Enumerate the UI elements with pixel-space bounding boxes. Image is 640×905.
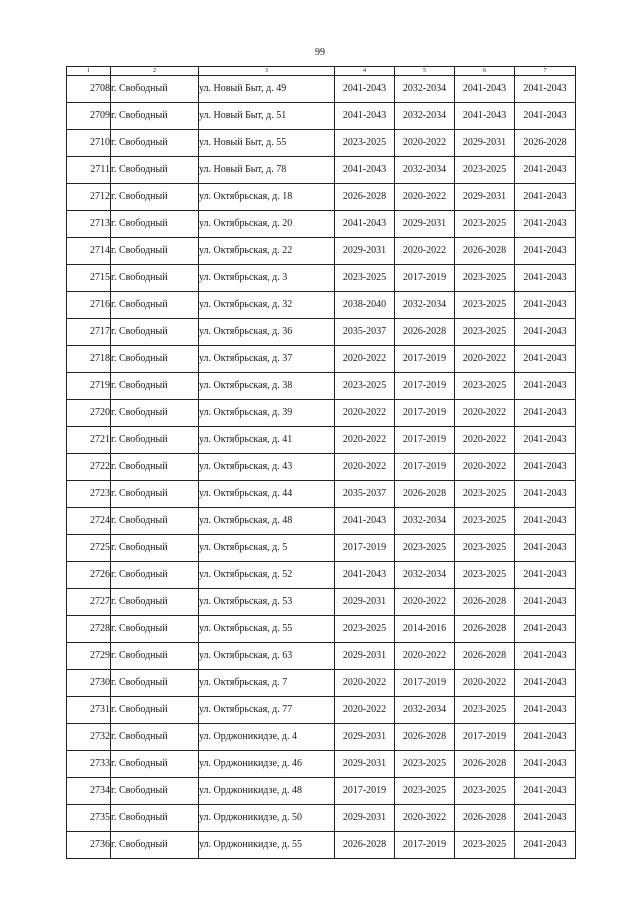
period-cell: 2017-2019 [395, 832, 455, 859]
period-cell: 2026-2028 [455, 616, 515, 643]
period-cell: 2017-2019 [395, 454, 455, 481]
period-cell: 2020-2022 [395, 184, 455, 211]
table-row [67, 562, 576, 589]
table-row [67, 76, 576, 103]
row-number-cell: 2715 [67, 265, 111, 292]
period-cell: 2017-2019 [395, 346, 455, 373]
period-cell: 2020-2022 [455, 400, 515, 427]
row-number-cell: 2733 [67, 751, 111, 778]
period-cell: 2041-2043 [515, 265, 576, 292]
period-cell: 2020-2022 [335, 346, 395, 373]
row-number-cell: 2721 [67, 427, 111, 454]
address-cell: ул. Октябрьская, д. 77 [199, 697, 335, 724]
period-cell: 2020-2022 [395, 643, 455, 670]
table-row [67, 238, 576, 265]
period-cell: 2023-2025 [455, 562, 515, 589]
city-cell: г. Свободный [111, 697, 199, 724]
table-row [67, 751, 576, 778]
period-cell: 2023-2025 [455, 832, 515, 859]
table-row [67, 697, 576, 724]
table-row [67, 130, 576, 157]
period-cell: 2029-2031 [395, 211, 455, 238]
address-cell: ул. Октябрьская, д. 32 [199, 292, 335, 319]
column-number: 3 [199, 67, 335, 76]
period-cell: 2041-2043 [515, 589, 576, 616]
row-number-cell: 2722 [67, 454, 111, 481]
period-cell: 2020-2022 [335, 400, 395, 427]
city-cell: г. Свободный [111, 265, 199, 292]
period-cell: 2023-2025 [395, 535, 455, 562]
period-cell: 2041-2043 [515, 157, 576, 184]
row-number-cell: 2708 [67, 76, 111, 103]
column-number-row [67, 67, 576, 76]
column-number: 5 [395, 67, 455, 76]
period-cell: 2041-2043 [515, 184, 576, 211]
address-cell: ул. Октябрьская, д. 7 [199, 670, 335, 697]
row-number-cell: 2719 [67, 373, 111, 400]
city-cell: г. Свободный [111, 346, 199, 373]
period-cell: 2041-2043 [335, 76, 395, 103]
city-cell: г. Свободный [111, 616, 199, 643]
period-cell: 2041-2043 [515, 562, 576, 589]
table-row [67, 373, 576, 400]
page-number: 99 [315, 47, 325, 58]
period-cell: 2041-2043 [515, 805, 576, 832]
address-cell: ул. Новый Быт, д. 51 [199, 103, 335, 130]
period-cell: 2020-2022 [335, 670, 395, 697]
column-number: 6 [455, 67, 515, 76]
period-cell: 2017-2019 [335, 535, 395, 562]
period-cell: 2023-2025 [455, 778, 515, 805]
period-cell: 2017-2019 [395, 670, 455, 697]
period-cell: 2041-2043 [515, 643, 576, 670]
row-number-cell: 2713 [67, 211, 111, 238]
city-cell: г. Свободный [111, 535, 199, 562]
table-row [67, 535, 576, 562]
table-row [67, 427, 576, 454]
period-cell: 2041-2043 [335, 211, 395, 238]
city-cell: г. Свободный [111, 184, 199, 211]
period-cell: 2026-2028 [395, 481, 455, 508]
period-cell: 2017-2019 [395, 265, 455, 292]
period-cell: 2041-2043 [515, 697, 576, 724]
city-cell: г. Свободный [111, 103, 199, 130]
table-body [67, 76, 576, 859]
column-number: 7 [515, 67, 576, 76]
period-cell: 2041-2043 [515, 427, 576, 454]
table-row [67, 508, 576, 535]
period-cell: 2023-2025 [455, 319, 515, 346]
period-cell: 2026-2028 [395, 319, 455, 346]
table-row [67, 481, 576, 508]
address-cell: ул. Октябрьская, д. 37 [199, 346, 335, 373]
period-cell: 2026-2028 [335, 184, 395, 211]
address-cell: ул. Октябрьская, д. 18 [199, 184, 335, 211]
table-row [67, 832, 576, 859]
period-cell: 2029-2031 [335, 589, 395, 616]
address-cell: ул. Октябрьская, д. 55 [199, 616, 335, 643]
row-number-cell: 2716 [67, 292, 111, 319]
period-cell: 2041-2043 [335, 562, 395, 589]
table-row [67, 670, 576, 697]
period-cell: 2041-2043 [515, 373, 576, 400]
table-row [67, 184, 576, 211]
address-cell: ул. Октябрьская, д. 39 [199, 400, 335, 427]
period-cell: 2020-2022 [455, 454, 515, 481]
period-cell: 2041-2043 [515, 103, 576, 130]
period-cell: 2029-2031 [455, 130, 515, 157]
period-cell: 2017-2019 [395, 427, 455, 454]
table-row [67, 589, 576, 616]
table-row [67, 319, 576, 346]
row-number-cell: 2728 [67, 616, 111, 643]
row-number-cell: 2717 [67, 319, 111, 346]
period-cell: 2038-2040 [335, 292, 395, 319]
address-cell: ул. Орджоникидзе, д. 55 [199, 832, 335, 859]
period-cell: 2029-2031 [335, 751, 395, 778]
table-row [67, 400, 576, 427]
row-number-cell: 2710 [67, 130, 111, 157]
period-cell: 2041-2043 [335, 508, 395, 535]
address-cell: ул. Октябрьская, д. 3 [199, 265, 335, 292]
period-cell: 2020-2022 [335, 697, 395, 724]
period-cell: 2026-2028 [335, 832, 395, 859]
period-cell: 2026-2028 [455, 643, 515, 670]
city-cell: г. Свободный [111, 508, 199, 535]
address-cell: ул. Октябрьская, д. 44 [199, 481, 335, 508]
period-cell: 2041-2043 [515, 346, 576, 373]
period-cell: 2029-2031 [335, 238, 395, 265]
city-cell: г. Свободный [111, 400, 199, 427]
address-cell: ул. Новый Быт, д. 55 [199, 130, 335, 157]
row-number-cell: 2735 [67, 805, 111, 832]
period-cell: 2035-2037 [335, 319, 395, 346]
address-cell: ул. Орджоникидзе, д. 48 [199, 778, 335, 805]
period-cell: 2023-2025 [455, 508, 515, 535]
city-cell: г. Свободный [111, 238, 199, 265]
period-cell: 2017-2019 [395, 373, 455, 400]
row-number-cell: 2723 [67, 481, 111, 508]
address-cell: ул. Октябрьская, д. 41 [199, 427, 335, 454]
row-number-cell: 2718 [67, 346, 111, 373]
column-number: 2 [111, 67, 199, 76]
period-cell: 2023-2025 [455, 481, 515, 508]
city-cell: г. Свободный [111, 373, 199, 400]
address-cell: ул. Новый Быт, д. 78 [199, 157, 335, 184]
row-number-cell: 2727 [67, 589, 111, 616]
city-cell: г. Свободный [111, 481, 199, 508]
period-cell: 2020-2022 [455, 427, 515, 454]
city-cell: г. Свободный [111, 778, 199, 805]
city-cell: г. Свободный [111, 562, 199, 589]
table-row [67, 805, 576, 832]
period-cell: 2023-2025 [395, 778, 455, 805]
period-cell: 2020-2022 [335, 454, 395, 481]
table-row [67, 292, 576, 319]
period-cell: 2020-2022 [455, 346, 515, 373]
table-row [67, 346, 576, 373]
period-cell: 2041-2043 [335, 103, 395, 130]
period-cell: 2032-2034 [395, 103, 455, 130]
period-cell: 2041-2043 [515, 454, 576, 481]
period-cell: 2023-2025 [455, 211, 515, 238]
period-cell: 2041-2043 [515, 724, 576, 751]
column-number: 1 [67, 67, 111, 76]
address-cell: ул. Октябрьская, д. 38 [199, 373, 335, 400]
row-number-cell: 2711 [67, 157, 111, 184]
address-cell: ул. Октябрьская, д. 36 [199, 319, 335, 346]
row-number-cell: 2709 [67, 103, 111, 130]
period-cell: 2041-2043 [515, 238, 576, 265]
period-cell: 2023-2025 [455, 265, 515, 292]
city-cell: г. Свободный [111, 427, 199, 454]
period-cell: 2020-2022 [395, 589, 455, 616]
period-cell: 2041-2043 [515, 211, 576, 238]
city-cell: г. Свободный [111, 589, 199, 616]
row-number-cell: 2725 [67, 535, 111, 562]
period-cell: 2041-2043 [515, 670, 576, 697]
period-cell: 2041-2043 [455, 103, 515, 130]
city-cell: г. Свободный [111, 805, 199, 832]
period-cell: 2023-2025 [455, 157, 515, 184]
row-number-cell: 2724 [67, 508, 111, 535]
address-cell: ул. Октябрьская, д. 20 [199, 211, 335, 238]
city-cell: г. Свободный [111, 211, 199, 238]
address-cell: ул. Новый Быт, д. 49 [199, 76, 335, 103]
address-cell: ул. Октябрьская, д. 53 [199, 589, 335, 616]
city-cell: г. Свободный [111, 643, 199, 670]
period-cell: 2032-2034 [395, 562, 455, 589]
row-number-cell: 2729 [67, 643, 111, 670]
period-cell: 2032-2034 [395, 157, 455, 184]
city-cell: г. Свободный [111, 724, 199, 751]
table-row [67, 724, 576, 751]
period-cell: 2041-2043 [515, 535, 576, 562]
period-cell: 2026-2028 [515, 130, 576, 157]
table-row [67, 157, 576, 184]
period-cell: 2023-2025 [395, 751, 455, 778]
city-cell: г. Свободный [111, 130, 199, 157]
period-cell: 2026-2028 [455, 805, 515, 832]
period-cell: 2035-2037 [335, 481, 395, 508]
address-cell: ул. Орджоникидзе, д. 4 [199, 724, 335, 751]
address-cell: ул. Октябрьская, д. 52 [199, 562, 335, 589]
period-cell: 2023-2025 [455, 292, 515, 319]
table-row [67, 103, 576, 130]
period-cell: 2017-2019 [395, 400, 455, 427]
period-cell: 2041-2043 [515, 508, 576, 535]
table-row [67, 265, 576, 292]
period-cell: 2041-2043 [515, 481, 576, 508]
city-cell: г. Свободный [111, 454, 199, 481]
period-cell: 2032-2034 [395, 292, 455, 319]
row-number-cell: 2720 [67, 400, 111, 427]
row-number-cell: 2714 [67, 238, 111, 265]
period-cell: 2032-2034 [395, 508, 455, 535]
address-cell: ул. Октябрьская, д. 22 [199, 238, 335, 265]
city-cell: г. Свободный [111, 292, 199, 319]
address-cell: ул. Октябрьская, д. 48 [199, 508, 335, 535]
address-cell: ул. Октябрьская, д. 43 [199, 454, 335, 481]
period-cell: 2023-2025 [455, 697, 515, 724]
table-row [67, 454, 576, 481]
period-cell: 2023-2025 [455, 535, 515, 562]
period-cell: 2023-2025 [335, 265, 395, 292]
period-cell: 2026-2028 [395, 724, 455, 751]
address-cell: ул. Октябрьская, д. 5 [199, 535, 335, 562]
row-number-cell: 2726 [67, 562, 111, 589]
row-number-cell: 2734 [67, 778, 111, 805]
period-cell: 2041-2043 [515, 751, 576, 778]
period-cell: 2041-2043 [515, 76, 576, 103]
period-cell: 2026-2028 [455, 751, 515, 778]
row-number-cell: 2730 [67, 670, 111, 697]
city-cell: г. Свободный [111, 832, 199, 859]
period-cell: 2023-2025 [335, 130, 395, 157]
period-cell: 2041-2043 [335, 157, 395, 184]
period-cell: 2041-2043 [515, 400, 576, 427]
row-number-cell: 2731 [67, 697, 111, 724]
period-cell: 2041-2043 [515, 616, 576, 643]
row-number-cell: 2736 [67, 832, 111, 859]
row-number-cell: 2712 [67, 184, 111, 211]
period-cell: 2017-2019 [455, 724, 515, 751]
period-cell: 2017-2019 [335, 778, 395, 805]
period-cell: 2041-2043 [515, 778, 576, 805]
period-cell: 2020-2022 [395, 130, 455, 157]
address-cell: ул. Орджоникидзе, д. 50 [199, 805, 335, 832]
period-cell: 2032-2034 [395, 697, 455, 724]
period-cell: 2023-2025 [335, 616, 395, 643]
period-cell: 2041-2043 [515, 292, 576, 319]
address-cell: ул. Орджоникидзе, д. 46 [199, 751, 335, 778]
table-row [67, 211, 576, 238]
period-cell: 2041-2043 [455, 76, 515, 103]
housing-register-table [66, 66, 576, 859]
city-cell: г. Свободный [111, 319, 199, 346]
period-cell: 2023-2025 [455, 373, 515, 400]
city-cell: г. Свободный [111, 670, 199, 697]
period-cell: 2014-2016 [395, 616, 455, 643]
table-row [67, 616, 576, 643]
period-cell: 2026-2028 [455, 238, 515, 265]
period-cell: 2032-2034 [395, 76, 455, 103]
city-cell: г. Свободный [111, 76, 199, 103]
period-cell: 2041-2043 [515, 832, 576, 859]
period-cell: 2041-2043 [515, 319, 576, 346]
period-cell: 2020-2022 [455, 670, 515, 697]
city-cell: г. Свободный [111, 751, 199, 778]
period-cell: 2020-2022 [395, 238, 455, 265]
city-cell: г. Свободный [111, 157, 199, 184]
period-cell: 2029-2031 [335, 805, 395, 832]
column-number: 4 [335, 67, 395, 76]
period-cell: 2029-2031 [335, 724, 395, 751]
period-cell: 2029-2031 [455, 184, 515, 211]
table-row [67, 778, 576, 805]
period-cell: 2020-2022 [335, 427, 395, 454]
period-cell: 2029-2031 [335, 643, 395, 670]
period-cell: 2026-2028 [455, 589, 515, 616]
address-cell: ул. Октябрьская, д. 63 [199, 643, 335, 670]
period-cell: 2023-2025 [335, 373, 395, 400]
table-row [67, 643, 576, 670]
row-number-cell: 2732 [67, 724, 111, 751]
period-cell: 2020-2022 [395, 805, 455, 832]
